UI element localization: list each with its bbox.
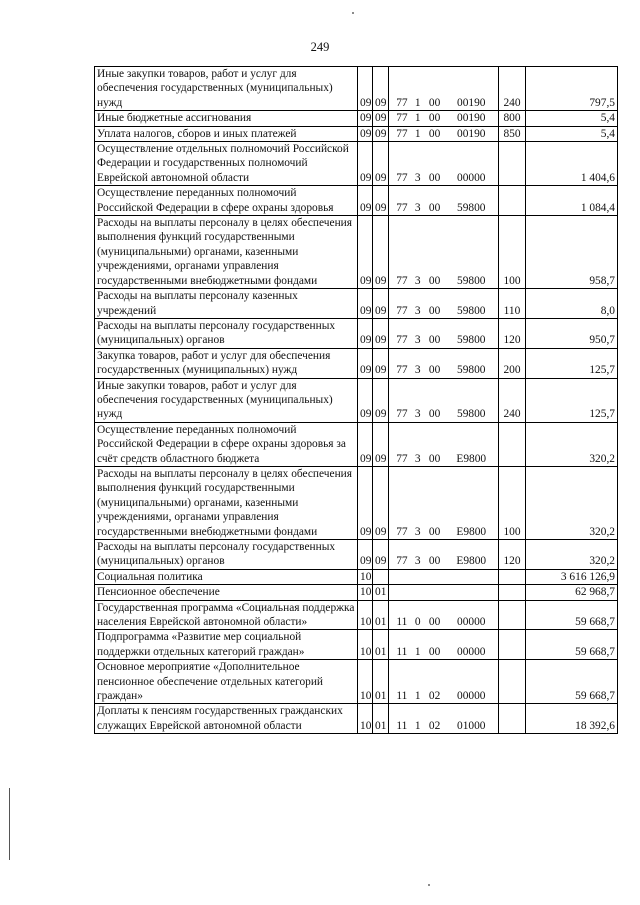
- target-article-activity: 00: [428, 616, 441, 629]
- target-article-activity: 00: [428, 334, 441, 347]
- row-amount: 1 404,6: [526, 142, 618, 186]
- row-subsection: 09: [373, 216, 389, 289]
- margin-line: [9, 788, 10, 860]
- target-article-program: 77: [396, 525, 408, 538]
- row-name: Закупка товаров, работ и услуг для обеспечения государственных (муниципальных) нужд: [95, 348, 358, 378]
- row-target-article: [389, 67, 499, 111]
- row-amount: 797,5: [526, 67, 618, 111]
- target-article-subprogram: 3: [414, 274, 421, 287]
- row-amount: 125,7: [526, 348, 618, 378]
- row-name: Осуществление переданных полномочий Российской Федерации в сфере охраны здоровья за счёт средств областного бюджета: [95, 422, 358, 466]
- row-name: Расходы на выплаты персоналу в целях обеспечения выполнения функций государственными (муниципальными) органами, казенными учреждениями, органами управления государственными внебюджетными фондами: [95, 216, 358, 289]
- row-name: Уплата налогов, сборов и иных платежей: [95, 126, 358, 141]
- target-article-activity: 00: [428, 96, 441, 109]
- row-target-article: [389, 126, 499, 141]
- target-article-subprogram: 3: [414, 334, 421, 347]
- target-article-activity: 00: [428, 201, 441, 214]
- row-target-article: [389, 216, 499, 289]
- row-amount: 320,2: [526, 422, 618, 466]
- row-expense-type: 240: [499, 378, 526, 422]
- row-amount: 320,2: [526, 540, 618, 570]
- target-article-activity: 00: [428, 274, 441, 287]
- page-number: 249: [310, 40, 330, 54]
- row-name: Осуществление переданных полномочий Российской Федерации в сфере охраны здоровья: [95, 186, 358, 216]
- target-article-activity: 00: [428, 171, 441, 184]
- target-article-program: 77: [396, 408, 408, 421]
- row-subsection: 01: [373, 704, 389, 734]
- target-article-direction: Е9800: [456, 452, 487, 465]
- target-article-subprogram: 1: [414, 719, 421, 732]
- target-article-program: 77: [396, 304, 408, 317]
- table-row: [95, 569, 618, 584]
- target-article-activity: 02: [428, 690, 441, 703]
- target-article-direction: 59800: [457, 364, 486, 377]
- target-article-program: 11: [396, 719, 408, 732]
- row-subsection: 09: [373, 142, 389, 186]
- row-expense-type: [499, 186, 526, 216]
- row-section: 09: [358, 142, 373, 186]
- target-article-direction: Е9800: [456, 555, 487, 568]
- row-target-article: [389, 585, 499, 600]
- row-section: 09: [358, 348, 373, 378]
- target-article-program: 11: [396, 616, 408, 629]
- target-article-direction: 00190: [457, 96, 486, 109]
- row-section: 10: [358, 630, 373, 660]
- target-article-direction: 59800: [457, 201, 486, 214]
- row-subsection: 09: [373, 466, 389, 539]
- row-name: Расходы на выплаты персоналу государственных (муниципальных) органов: [95, 318, 358, 348]
- row-expense-type: 850: [499, 126, 526, 141]
- target-article-activity: 00: [428, 364, 441, 377]
- target-article-direction: 00000: [457, 171, 486, 184]
- target-article-subprogram: 3: [414, 525, 421, 538]
- row-name: Расходы на выплаты персоналу казенных учреждений: [95, 289, 358, 319]
- target-article-activity: 00: [428, 304, 441, 317]
- row-amount: 950,7: [526, 318, 618, 348]
- target-article-subprogram: 3: [414, 364, 421, 377]
- row-amount: 59 668,7: [526, 630, 618, 660]
- row-expense-type: 120: [499, 318, 526, 348]
- row-amount: 59 668,7: [526, 600, 618, 630]
- row-section: 09: [358, 422, 373, 466]
- target-article-activity: 00: [428, 555, 441, 568]
- table-row: [95, 378, 618, 422]
- row-expense-type: [499, 142, 526, 186]
- row-amount: 125,7: [526, 378, 618, 422]
- table-row: [95, 585, 618, 600]
- row-section: 10: [358, 569, 373, 584]
- row-name: Иные закупки товаров, работ и услуг для обеспечения государственных (муниципальных) нужд: [95, 378, 358, 422]
- target-article-program: 77: [396, 364, 408, 377]
- target-article-subprogram: 0: [414, 616, 421, 629]
- row-name: Расходы на выплаты персоналу в целях обеспечения выполнения функций государственными (муниципальными) органами, казенными учреждениями, органами управления государственными внебюджетными фондами: [95, 466, 358, 539]
- row-section: 09: [358, 111, 373, 126]
- row-section: 09: [358, 318, 373, 348]
- row-subsection: 09: [373, 126, 389, 141]
- row-name: Осуществление отдельных полномочий Российской Федерации и государственных полномочий Еврейской автономной области: [95, 142, 358, 186]
- row-expense-type: [499, 704, 526, 734]
- row-subsection: [373, 569, 389, 584]
- table-row: [95, 289, 618, 319]
- row-target-article: [389, 569, 499, 584]
- row-amount: 5,4: [526, 126, 618, 141]
- table-row: [95, 600, 618, 630]
- row-section: 09: [358, 378, 373, 422]
- row-target-article: [389, 186, 499, 216]
- target-article-subprogram: 1: [414, 112, 421, 125]
- target-article-direction: Е9800: [456, 525, 487, 538]
- target-article-program: 77: [396, 96, 408, 109]
- target-article-program: 77: [396, 274, 408, 287]
- target-article-program: 77: [396, 171, 408, 184]
- row-target-article: [389, 318, 499, 348]
- row-name: Подпрограмма «Развитие мер социальной поддержки отдельных категорий граждан»: [95, 630, 358, 660]
- row-name: Государственная программа «Социальная поддержка населения Еврейской автономной области»: [95, 600, 358, 630]
- row-name: Пенсионное обеспечение: [95, 585, 358, 600]
- row-name: Иные закупки товаров, работ и услуг для обеспечения государственных (муниципальных) нужд: [95, 67, 358, 111]
- target-article-activity: 00: [428, 452, 441, 465]
- target-article-program: 77: [396, 334, 408, 347]
- table-row: [95, 142, 618, 186]
- target-article-direction: 00000: [457, 690, 486, 703]
- row-target-article: [389, 600, 499, 630]
- row-amount: 62 968,7: [526, 585, 618, 600]
- target-article-program: 11: [396, 645, 408, 658]
- row-expense-type: [499, 569, 526, 584]
- row-subsection: 01: [373, 660, 389, 704]
- target-article-direction: 59800: [457, 334, 486, 347]
- row-section: 10: [358, 600, 373, 630]
- row-target-article: [389, 660, 499, 704]
- row-name: Иные бюджетные ассигнования: [95, 111, 358, 126]
- row-amount: 8,0: [526, 289, 618, 319]
- target-article-direction: 01000: [457, 719, 486, 732]
- row-amount: 320,2: [526, 466, 618, 539]
- row-amount: 18 392,6: [526, 704, 618, 734]
- target-article-subprogram: 1: [414, 690, 421, 703]
- row-expense-type: 100: [499, 216, 526, 289]
- budget-table: [94, 66, 618, 734]
- row-subsection: 09: [373, 67, 389, 111]
- row-name: Расходы на выплаты персоналу государственных (муниципальных) органов: [95, 540, 358, 570]
- target-article-activity: 00: [428, 127, 441, 140]
- row-target-article: [389, 142, 499, 186]
- target-article-program: 77: [396, 201, 408, 214]
- table-row: [95, 466, 618, 539]
- row-expense-type: [499, 600, 526, 630]
- row-name: Основное мероприятие «Дополнительное пенсионное обеспечение отдельных категорий граждан»: [95, 660, 358, 704]
- row-expense-type: [499, 585, 526, 600]
- row-subsection: 01: [373, 585, 389, 600]
- target-article-subprogram: 3: [414, 201, 421, 214]
- row-section: 09: [358, 466, 373, 539]
- row-section: 10: [358, 704, 373, 734]
- row-expense-type: 100: [499, 466, 526, 539]
- scan-speck: [428, 884, 430, 886]
- row-amount: 1 084,4: [526, 186, 618, 216]
- target-article-activity: 00: [428, 112, 441, 125]
- row-amount: 59 668,7: [526, 660, 618, 704]
- target-article-program: 77: [396, 127, 408, 140]
- target-article-subprogram: 3: [414, 171, 421, 184]
- row-name: Доплаты к пенсиям государственных гражданских служащих Еврейской автономной области: [95, 704, 358, 734]
- row-subsection: 09: [373, 318, 389, 348]
- table-row: [95, 216, 618, 289]
- target-article-program: 77: [396, 112, 408, 125]
- table-row: [95, 186, 618, 216]
- target-article-direction: 00190: [457, 112, 486, 125]
- table-row: [95, 540, 618, 570]
- budget-table-body: [95, 67, 618, 734]
- row-target-article: [389, 378, 499, 422]
- row-section: 09: [358, 67, 373, 111]
- row-subsection: 01: [373, 630, 389, 660]
- row-expense-type: [499, 630, 526, 660]
- row-section: 09: [358, 540, 373, 570]
- row-subsection: 09: [373, 378, 389, 422]
- row-target-article: [389, 540, 499, 570]
- row-subsection: 01: [373, 600, 389, 630]
- target-article-program: 77: [396, 555, 408, 568]
- table-row: [95, 126, 618, 141]
- target-article-direction: 59800: [457, 274, 486, 287]
- row-target-article: [389, 704, 499, 734]
- row-subsection: 09: [373, 540, 389, 570]
- row-target-article: [389, 422, 499, 466]
- target-article-program: 77: [396, 452, 408, 465]
- target-article-activity: 00: [428, 408, 441, 421]
- row-section: 09: [358, 216, 373, 289]
- table-row: [95, 348, 618, 378]
- row-expense-type: 800: [499, 111, 526, 126]
- row-subsection: 09: [373, 348, 389, 378]
- row-expense-type: [499, 422, 526, 466]
- table-row: [95, 318, 618, 348]
- row-target-article: [389, 466, 499, 539]
- row-expense-type: 200: [499, 348, 526, 378]
- row-section: 09: [358, 126, 373, 141]
- row-target-article: [389, 630, 499, 660]
- target-article-direction: 00000: [457, 616, 486, 629]
- row-amount: 5,4: [526, 111, 618, 126]
- row-section: 10: [358, 585, 373, 600]
- row-target-article: [389, 289, 499, 319]
- table-row: [95, 422, 618, 466]
- row-name: Социальная политика: [95, 569, 358, 584]
- row-subsection: 09: [373, 186, 389, 216]
- target-article-subprogram: 3: [414, 408, 421, 421]
- target-article-activity: 02: [428, 719, 441, 732]
- target-article-subprogram: 3: [414, 304, 421, 317]
- table-row: [95, 67, 618, 111]
- row-subsection: 09: [373, 422, 389, 466]
- target-article-activity: 00: [428, 645, 441, 658]
- row-expense-type: 240: [499, 67, 526, 111]
- row-section: 10: [358, 660, 373, 704]
- target-article-subprogram: 1: [414, 127, 421, 140]
- row-target-article: [389, 348, 499, 378]
- table-row: [95, 660, 618, 704]
- target-article-program: 11: [396, 690, 408, 703]
- row-expense-type: 110: [499, 289, 526, 319]
- row-section: 09: [358, 289, 373, 319]
- target-article-direction: 00190: [457, 127, 486, 140]
- target-article-subprogram: 3: [414, 452, 421, 465]
- row-expense-type: [499, 660, 526, 704]
- row-subsection: 09: [373, 111, 389, 126]
- row-expense-type: 120: [499, 540, 526, 570]
- target-article-direction: 59800: [457, 408, 486, 421]
- target-article-subprogram: 1: [414, 96, 421, 109]
- target-article-subprogram: 3: [414, 555, 421, 568]
- table-row: [95, 630, 618, 660]
- target-article-activity: 00: [428, 525, 441, 538]
- table-row: [95, 111, 618, 126]
- row-subsection: 09: [373, 289, 389, 319]
- row-target-article: [389, 111, 499, 126]
- target-article-direction: 59800: [457, 304, 486, 317]
- row-amount: 3 616 126,9: [526, 569, 618, 584]
- row-amount: 958,7: [526, 216, 618, 289]
- scan-speck: [352, 12, 354, 14]
- row-section: 09: [358, 186, 373, 216]
- target-article-subprogram: 1: [414, 645, 421, 658]
- target-article-direction: 00000: [457, 645, 486, 658]
- table-row: [95, 704, 618, 734]
